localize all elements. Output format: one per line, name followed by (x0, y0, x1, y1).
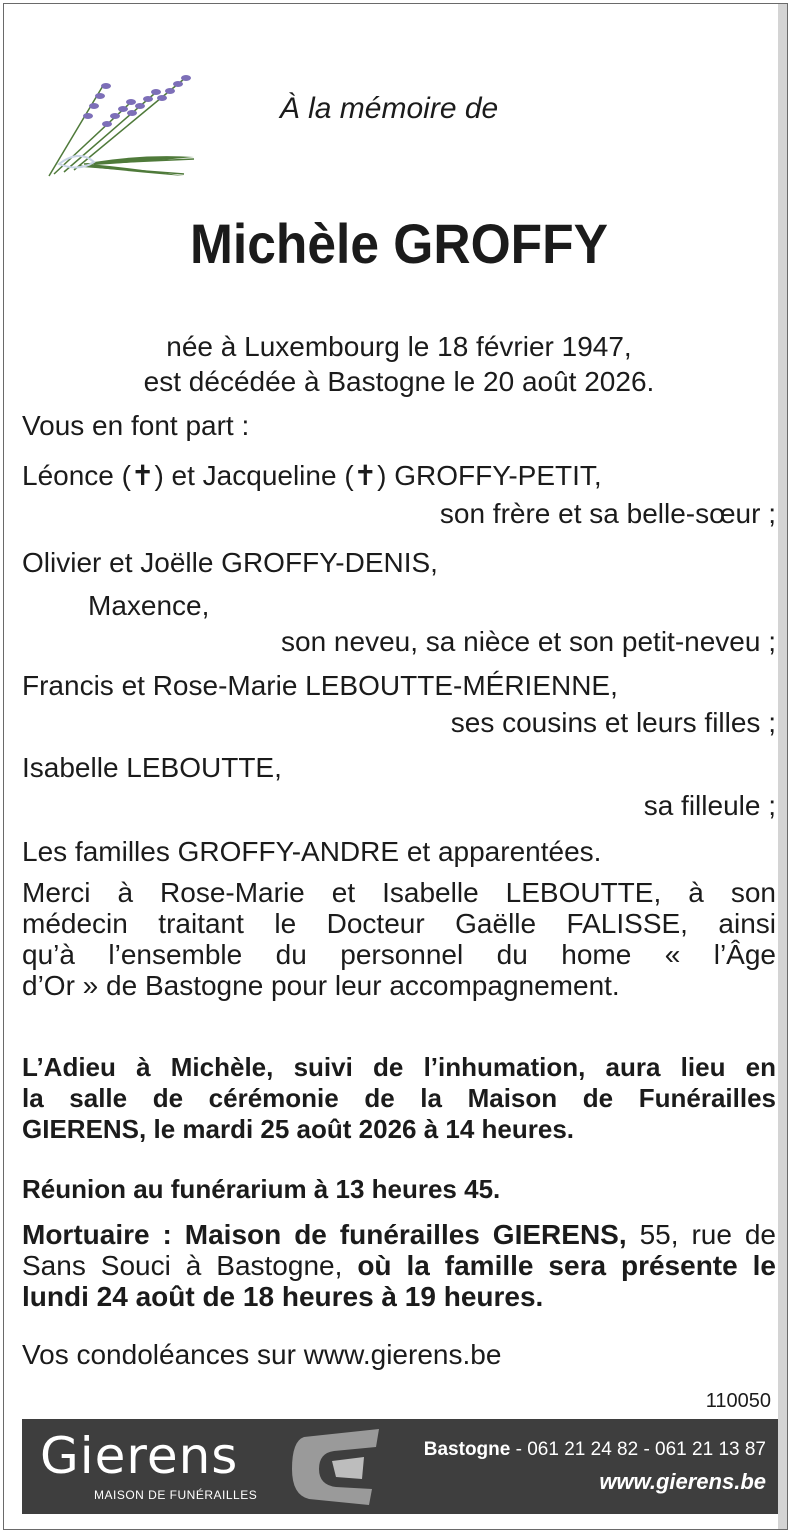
family-line-5: Les familles GROFFY-ANDRE et apparentées. (22, 836, 602, 867)
family-1-part-c: ) GROFFY-PETIT, (377, 460, 602, 491)
mortuary-regular: 55, rue de (626, 1219, 776, 1250)
mortuary-bold: Mortuaire : Maison de funérailles GIERENS, (22, 1219, 627, 1250)
family-relation-2: son neveu, sa nièce et son petit-neveu ; (281, 626, 776, 657)
cross-icon: ✝ (130, 460, 155, 491)
mortuary-paragraph (22, 1219, 776, 1312)
family-line-3: Francis et Rose-Marie LEBOUTTE-MÉRIENNE, (22, 670, 618, 701)
mortuary-bold: où la famille sera présente le (357, 1250, 777, 1281)
lavender-bouquet-icon (34, 64, 204, 189)
deceased-name: Michèle GROFFY (190, 212, 608, 275)
phone-numbers: - 061 21 24 82 - 061 21 13 87 (510, 1439, 766, 1460)
family-line-1 (22, 458, 776, 494)
page-edge-bar (778, 4, 787, 1529)
ceremony-paragraph (22, 1052, 776, 1145)
announce-line: Vous en font part : (22, 410, 250, 441)
contact-line (424, 1439, 766, 1461)
ceremony-line: la salle de cérémonie de la Maison de Funérailles (22, 1083, 776, 1113)
city-name: Bastogne (423, 1439, 511, 1460)
family-relation-4: sa filleule ; (643, 790, 776, 821)
death-line: est décédée à Bastogne le 20 août 2026. (143, 366, 655, 397)
family-child-2: Maxence, (88, 590, 210, 621)
mortuary-regular: Sans Souci à Bastogne, (22, 1250, 358, 1281)
family-line-4: Isabelle LEBOUTTE, (22, 752, 282, 783)
cross-icon: ✝ (353, 460, 378, 491)
mortuary-line-2 (22, 1250, 776, 1281)
family-1-part-b: ) et Jacqueline ( (154, 460, 354, 491)
thanks-line: médecin traitant le Docteur Gaëlle FALISSE, ainsi (22, 908, 776, 939)
family-relation-1: son frère et sa belle-sœur ; (439, 498, 776, 529)
ceremony-line: GIERENS, le mardi 25 août 2026 à 14 heures. (22, 1114, 575, 1144)
thanks-line: qu’à l’ensemble du personnel du home « l’Âge (22, 939, 776, 970)
thanks-line: Merci à Rose-Marie et Isabelle LEBOUTTE, à son (22, 877, 776, 908)
reunion-line: Réunion au funérarium à 13 heures 45. (22, 1174, 501, 1204)
intro-text: À la mémoire de (279, 92, 499, 125)
family-relation-3: ses cousins et leurs filles ; (450, 707, 776, 738)
family-line-2: Olivier et Joëlle GROFFY-DENIS, (22, 547, 438, 578)
thanks-line: d’Or » de Bastogne pour leur accompagnement. (22, 970, 620, 1001)
ceremony-line: L’Adieu à Michèle, suivi de l’inhumation, aura lieu en (22, 1052, 776, 1082)
birth-line: née à Luxembourg le 18 février 1947, (166, 331, 632, 362)
obituary-notice (3, 3, 788, 1530)
gierens-emblem-icon (284, 1427, 384, 1507)
reference-number: 110050 (705, 1390, 771, 1412)
logo-subtitle: MAISON DE FUNÉRAILLES (94, 1488, 258, 1502)
mortuary-line-1 (22, 1219, 776, 1250)
mortuary-line-3: lundi 24 août de 18 heures à 19 heures. (22, 1281, 544, 1312)
family-1-part-a: Léonce ( (22, 460, 131, 491)
gierens-logo: Gierens (40, 1427, 239, 1485)
website-link[interactable]: www.gierens.be (599, 1469, 766, 1494)
funeral-home-banner (22, 1419, 778, 1514)
thanks-paragraph (22, 877, 776, 1001)
condolences-line: Vos condoléances sur www.gierens.be (22, 1339, 502, 1370)
